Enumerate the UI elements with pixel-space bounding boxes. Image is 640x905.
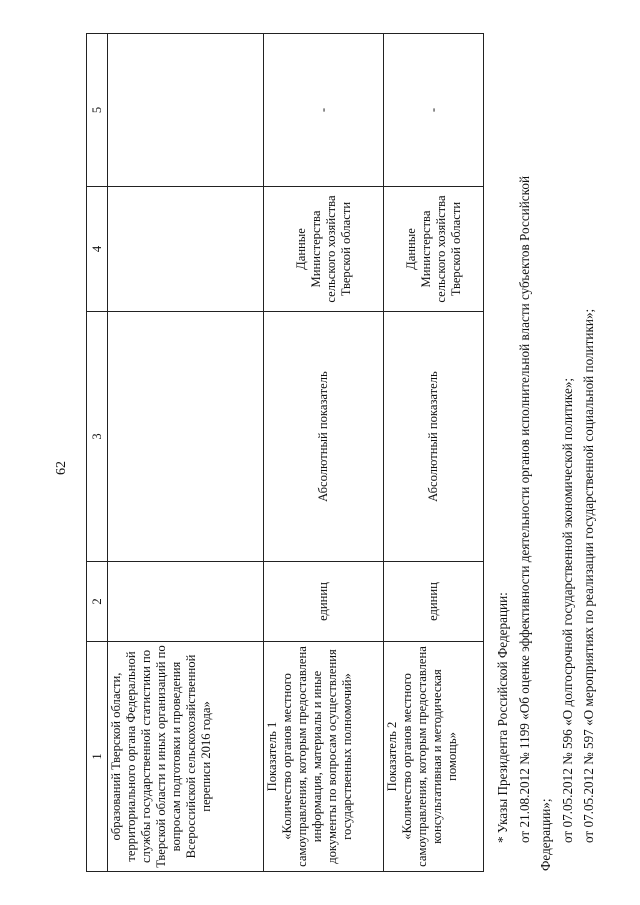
table-row [384, 34, 484, 872]
source-cell [108, 187, 264, 312]
indicator-description-cell [264, 642, 384, 872]
unit-cell: единиц [264, 562, 384, 642]
unit-cell [108, 562, 264, 642]
table-row [264, 34, 384, 872]
table-header-row [87, 34, 108, 872]
method-cell: Абсолютный показатель [264, 312, 384, 562]
column-header-5: 5 [87, 34, 108, 187]
page-number: 62 [54, 461, 69, 475]
indicator-description-cell [384, 642, 484, 872]
indicator-text: «Количество органов местного самоуправления, которым предоставлена информация, материалы и иные документы по вопросам осуществления государственных полномочий» [280, 646, 354, 867]
column-header-3: 3 [87, 312, 108, 562]
indicators-table [86, 33, 484, 872]
footnote-line: от 07.05.2012 № 596 «О долгосрочной государственной экономической политике»; [559, 377, 575, 843]
value-cell: - [384, 34, 484, 187]
footnote-line: от 21.08.2012 № 1199 «Об оценке эффективности деятельности органов исполнительной власти субъектов Российской [516, 175, 532, 843]
value-cell [108, 34, 264, 187]
row-description-cell: образований Тверской области, территориального органа Федеральной службы государственной статистики по Тверской области и иных организаций по вопросам подготовки и проведения Всероссийской сельскохозяйственной переписи 2016 года» [108, 642, 264, 872]
indicator-title: Показатель 2 [385, 721, 399, 792]
source-cell: Данные Министерства сельского хозяйства Тверской области [264, 187, 384, 312]
footnote-line: от 07.05.2012 № 597 «О мероприятиях по реализации государственной социальной политики»; [581, 308, 596, 843]
method-cell [108, 312, 264, 562]
method-cell: Абсолютный показатель [384, 312, 484, 562]
footnote-line-continuation: Федерации»; [538, 798, 553, 871]
value-cell: - [264, 34, 384, 187]
unit-cell: единиц [384, 562, 484, 642]
source-cell: Данные Министерства сельского хозяйства Тверской области [384, 187, 484, 312]
table-row [108, 34, 264, 872]
column-header-4: 4 [87, 187, 108, 312]
column-header-2: 2 [87, 562, 108, 642]
footnote-heading: * Указы Президента Российской Федерации: [495, 592, 510, 843]
column-header-1: 1 [87, 642, 108, 872]
indicator-title: Показатель 1 [265, 721, 279, 792]
footnotes [492, 31, 600, 871]
indicator-text: «Количество органов местного самоуправления, которым предоставлена консультативная и методическая помощь» [400, 646, 459, 867]
